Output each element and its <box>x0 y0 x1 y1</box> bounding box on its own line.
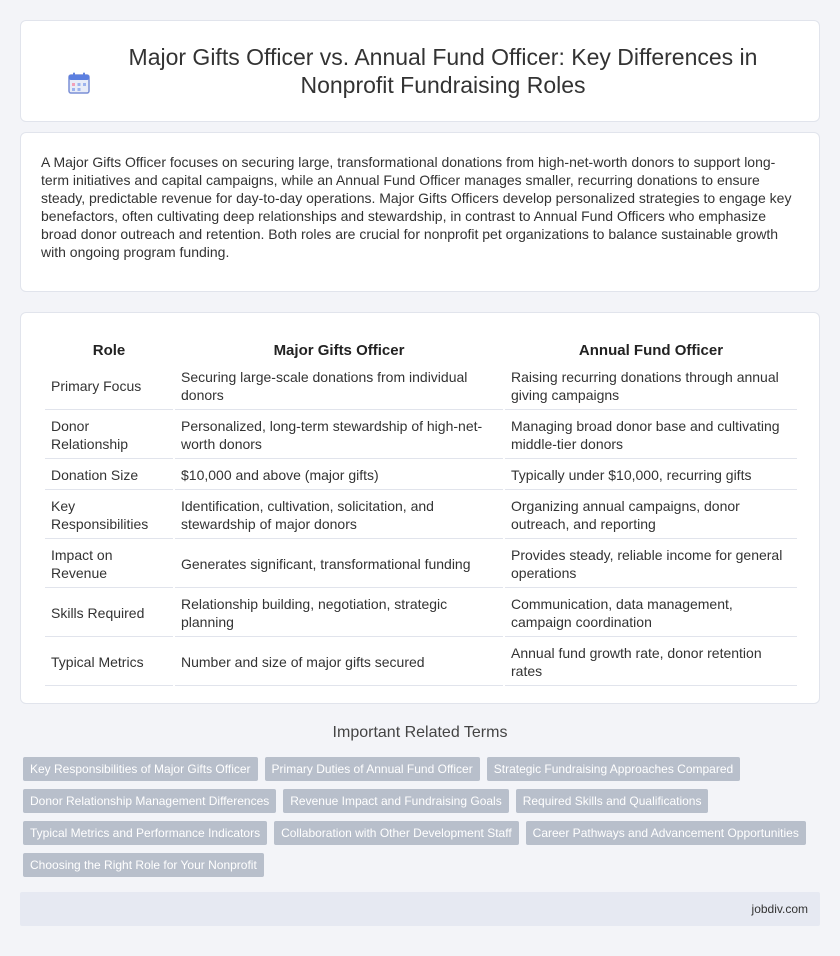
row-label: Key Responsibilities <box>45 492 173 539</box>
header-role: Role <box>92 341 126 359</box>
major-gifts-cell: Number and size of major gifts secured <box>175 639 503 686</box>
footer-site-link[interactable]: jobdiv.com <box>751 902 808 916</box>
intro-card <box>20 132 820 292</box>
annual-fund-cell: Typically under $10,000, recurring gifts <box>505 461 797 490</box>
related-terms-heading: Important Related Terms <box>332 724 508 741</box>
annual-fund-cell: Annual fund growth rate, donor retention rates <box>505 639 797 686</box>
table-header-row <box>45 335 797 361</box>
related-term-tag[interactable]: Donor Relationship Management Differences <box>23 789 276 813</box>
intro-paragraph: A Major Gifts Officer focuses on securing large, transformational donations from high-net-worth donors to support long-term initiatives and capital campaigns, while an Annual Fund Officer manages smaller, recurring donations to ensure steady, predictable revenue for day-to-day operations. Major Gifts Officers develop personalized strategies to engage key benefactors, often cultivating deep relationships and stewardship, in contrast to Annual Fund Officers who emphasize broad donor outreach and retention. Both roles are crucial for nonprofit pet organizations to balance sustainable growth with ongoing program funding. <box>41 154 792 260</box>
related-term-tag[interactable]: Revenue Impact and Fundraising Goals <box>283 789 508 813</box>
related-term-tag[interactable]: Choosing the Right Role for Your Nonprofit <box>23 853 264 877</box>
major-gifts-cell: Securing large-scale donations from individual donors <box>175 363 503 410</box>
annual-fund-cell: Provides steady, reliable income for general operations <box>505 541 797 588</box>
major-gifts-cell: Generates significant, transformational funding <box>175 541 503 588</box>
row-label: Donor Relationship <box>45 412 173 459</box>
footer <box>20 892 820 926</box>
row-label: Skills Required <box>45 590 173 637</box>
row-label: Impact on Revenue <box>45 541 173 588</box>
related-term-tag[interactable]: Collaboration with Other Development Staff <box>274 821 519 845</box>
table-row <box>45 461 797 490</box>
related-term-tag[interactable]: Career Pathways and Advancement Opportunities <box>526 821 806 845</box>
major-gifts-cell: Relationship building, negotiation, strategic planning <box>175 590 503 637</box>
header-annual-fund: Annual Fund Officer <box>578 341 724 359</box>
comparison-table-card <box>20 312 820 704</box>
table-row <box>45 412 797 459</box>
related-term-tag[interactable]: Strategic Fundraising Approaches Compared <box>487 757 740 781</box>
annual-fund-cell: Organizing annual campaigns, donor outreach, and reporting <box>505 492 797 539</box>
related-terms-list <box>23 757 823 885</box>
annual-fund-cell: Managing broad donor base and cultivating middle-tier donors <box>505 412 797 459</box>
table-row <box>45 590 797 637</box>
row-label: Primary Focus <box>45 363 173 410</box>
major-gifts-cell: $10,000 and above (major gifts) <box>175 461 503 490</box>
annual-fund-cell: Raising recurring donations through annual giving campaigns <box>505 363 797 410</box>
row-label: Typical Metrics <box>45 639 173 686</box>
major-gifts-cell: Personalized, long-term stewardship of high-net-worth donors <box>175 412 503 459</box>
header-major-gifts: Major Gifts Officer <box>273 341 405 359</box>
comparison-table <box>43 333 799 688</box>
related-term-tag[interactable]: Typical Metrics and Performance Indicators <box>23 821 267 845</box>
table-row <box>45 639 797 686</box>
title-card <box>20 20 820 122</box>
related-term-tag[interactable]: Primary Duties of Annual Fund Officer <box>265 757 480 781</box>
table-row <box>45 492 797 539</box>
page-title: Major Gifts Officer vs. Annual Fund Officer: Key Differences in Nonprofit Fundraising Roles <box>128 44 758 98</box>
major-gifts-cell: Identification, cultivation, solicitation, and stewardship of major donors <box>175 492 503 539</box>
related-term-tag[interactable]: Required Skills and Qualifications <box>516 789 709 813</box>
table-row <box>45 541 797 588</box>
row-label: Donation Size <box>45 461 173 490</box>
annual-fund-cell: Communication, data management, campaign coordination <box>505 590 797 637</box>
related-term-tag[interactable]: Key Responsibilities of Major Gifts Officer <box>23 757 258 781</box>
calendar-icon <box>67 71 91 95</box>
table-row <box>45 363 797 410</box>
